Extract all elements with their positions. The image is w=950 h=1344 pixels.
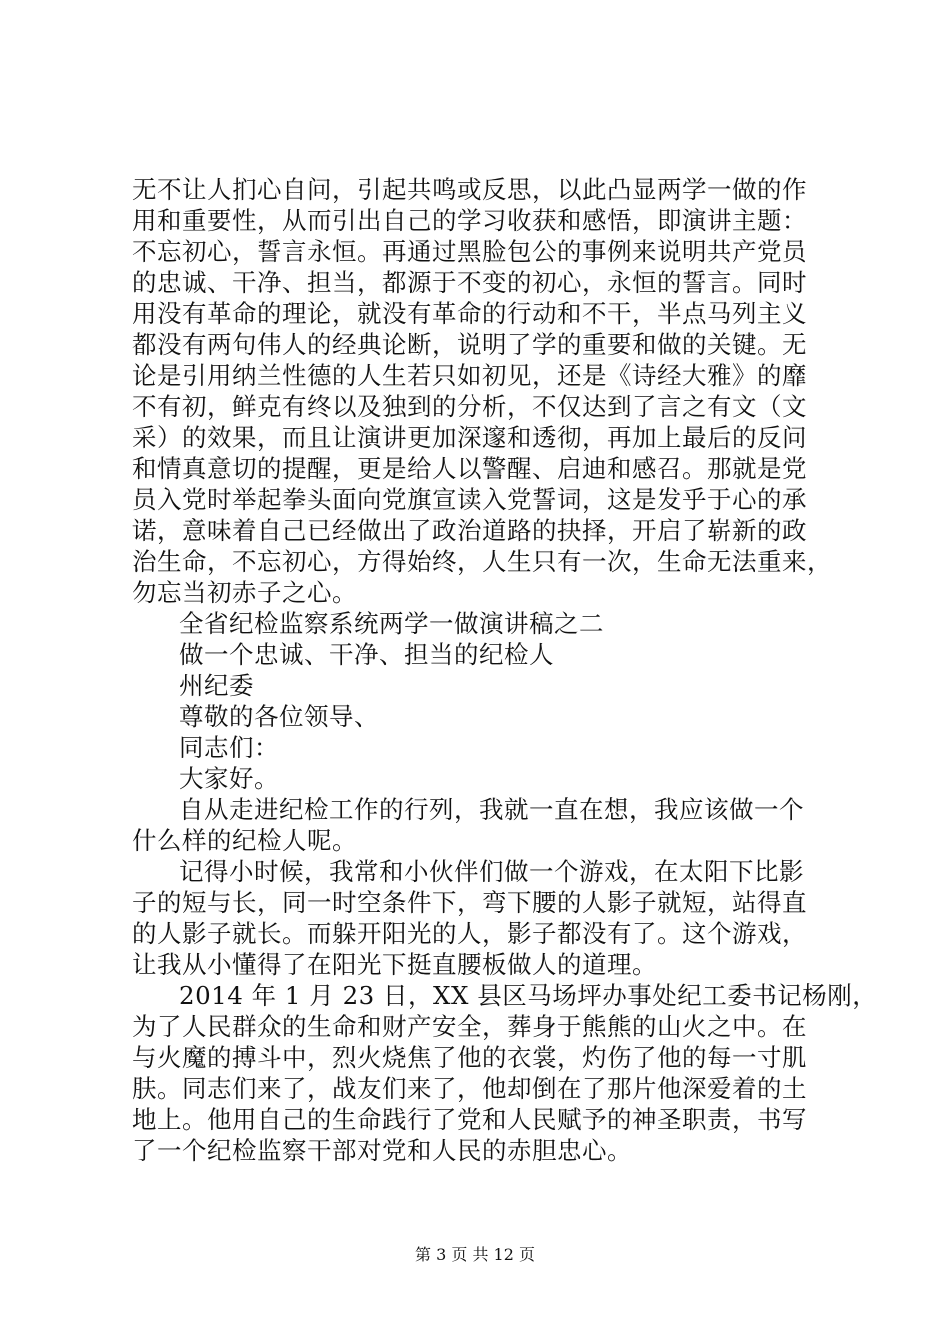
text-line: 勿忘当初赤子之心。 [132,578,357,607]
text-line: 员入党时举起拳头面向党旗宣读入党誓词，这是发乎于心的承 [132,485,807,514]
text-line: 的人影子就长。而躲开阳光的人，影子都没有了。这个游戏， [132,919,807,948]
text-line: 2014 年 1 月 23 日，XX 县区马场坪办事处纪工委书记杨刚， [179,981,878,1010]
text-line: 与火魔的搏斗中，烈火烧焦了他的衣裳，灼伤了他的每一寸肌 [132,1043,807,1072]
text-line: 了一个纪检监察干部对党和人民的赤胆忠心。 [132,1136,632,1165]
text-line: 治生命，不忘初心，方得始终，人生只有一次，生命无法重来， [132,547,832,576]
text-line: 不忘初心，誓言永恒。再通过黑脸包公的事例来说明共产党员 [132,237,807,266]
text-line: 用和重要性，从而引出自己的学习收获和感悟，即演讲主题： [132,206,807,235]
text-line: 全省纪检监察系统两学一做演讲稿之二 [179,609,604,638]
text-line: 地上。他用自己的生命践行了党和人民赋予的神圣职责，书写 [132,1105,807,1134]
text-line: 州纪委 [179,671,254,700]
page-number: 第 3 页 共 12 页 [415,1245,535,1264]
text-line: 子的短与长，同一时空条件下，弯下腰的人影子就短，站得直 [132,888,807,917]
text-line: 做一个忠诚、干净、担当的纪检人 [179,640,554,669]
text-line: 论是引用纳兰性德的人生若只如初见，还是《诗经大雅》的靡 [132,361,807,390]
text-line: 用没有革命的理论，就没有革命的行动和不干，半点马列主义 [132,299,807,328]
text-line: 为了人民群众的生命和财产安全，葬身于熊熊的山火之中。在 [132,1012,807,1041]
text-line: 采）的效果，而且让演讲更加深邃和透彻，再加上最后的反问 [132,423,807,452]
text-line: 大家好。 [179,764,279,793]
text-line: 尊敬的各位领导、 [179,702,379,731]
document-body [132,174,878,1166]
text-line: 自从走进纪检工作的行列，我就一直在想，我应该做一个 [179,795,804,824]
text-line: 都没有两句伟人的经典论断，说明了学的重要和做的关键。无 [132,330,807,359]
text-line: 什么样的纪检人呢。 [132,826,357,855]
text-line: 让我从小懂得了在阳光下挺直腰板做人的道理。 [132,950,657,979]
text-line: 的忠诚、干净、担当，都源于不变的初心，永恒的誓言。同时 [132,268,807,297]
text-line: 无不让人扪心自问，引起共鸣或反思，以此凸显两学一做的作 [132,175,807,204]
text-line: 记得小时候，我常和小伙伴们做一个游戏，在太阳下比影 [179,857,804,886]
text-line: 和情真意切的提醒，更是给人以警醒、启迪和感召。那就是党 [132,454,807,483]
text-line: 肤。同志们来了，战友们来了，他却倒在了那片他深爱着的土 [132,1074,807,1103]
text-line: 诺，意味着自己已经做出了政治道路的抉择，开启了崭新的政 [132,516,807,545]
text-line: 同志们： [179,733,279,762]
text-line: 不有初，鲜克有终以及独到的分析，不仅达到了言之有文（文 [132,392,807,421]
